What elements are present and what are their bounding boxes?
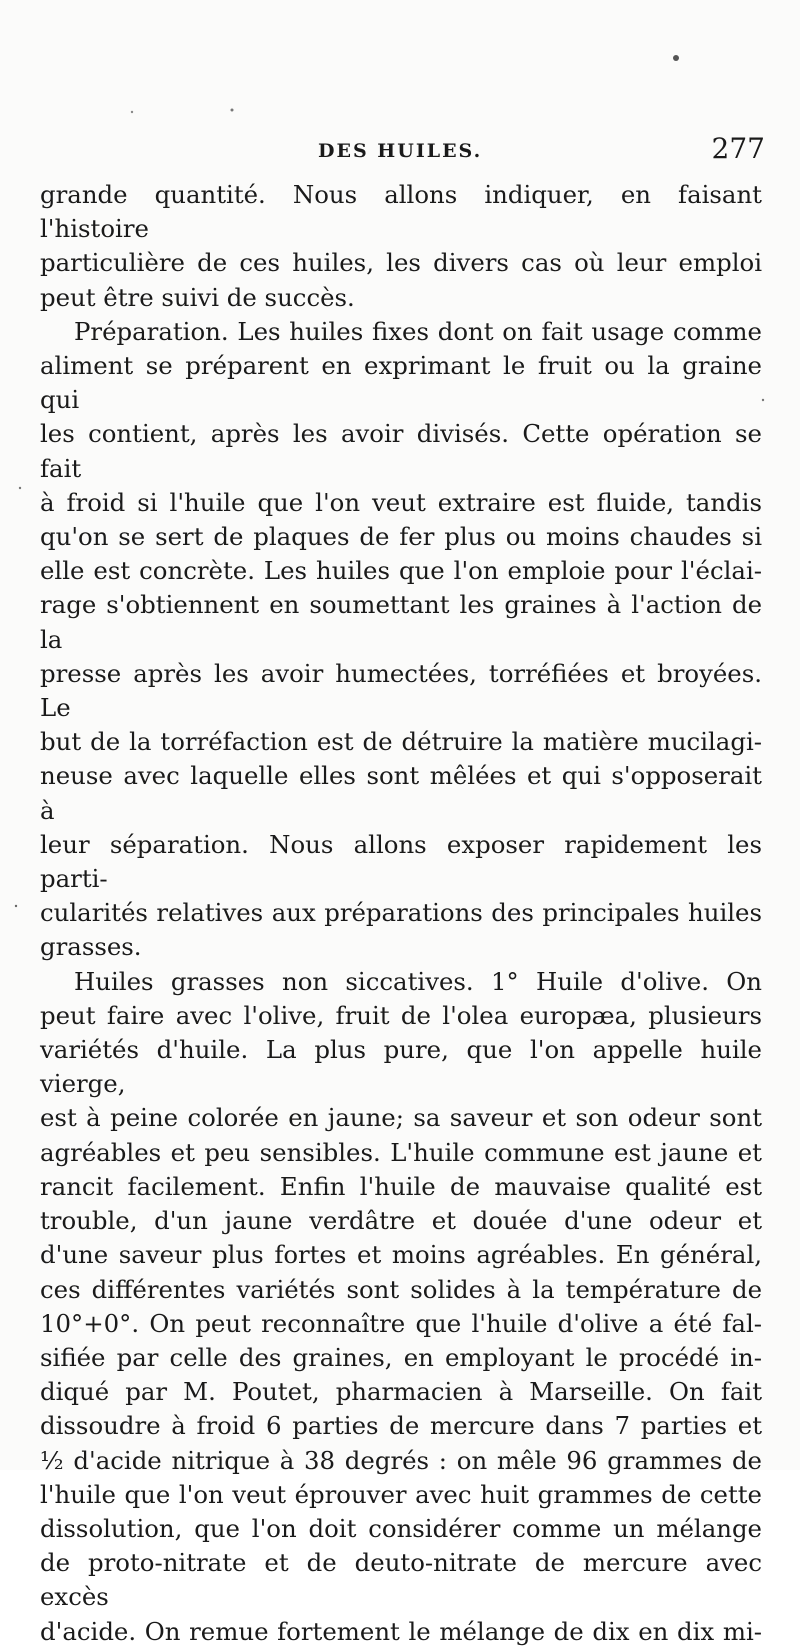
text-line: 10°+0°. On peut reconnaître que l'huile d'olive a été fal- <box>40 1308 762 1338</box>
text-line: but de la torréfaction est de détruire la matière mucilagi- <box>40 727 762 757</box>
text-line: dissoudre à froid 6 parties de mercure dans 7 parties et <box>40 1411 762 1441</box>
text-line: diqué par M. Poutet, pharmacien à Marseille. On fait <box>40 1377 762 1407</box>
page-header <box>40 132 765 172</box>
text-line: aliment se préparent en exprimant le fruit ou la graine qui <box>40 351 762 415</box>
text-line: particulière de ces huiles, les divers cas où leur emploi <box>40 248 762 278</box>
text-line: à froid si l'huile que l'on veut extraire est fluide, tandis <box>40 487 762 517</box>
text-line: est à peine colorée en jaune; sa saveur et son odeur sont <box>40 1103 762 1133</box>
text-line: d'une saveur plus fortes et moins agréables. En général, <box>40 1240 762 1270</box>
text-line: sifiée par celle des graines, en employant le procédé in- <box>40 1342 762 1372</box>
text-line: qu'on se sert de plaques de fer plus ou moins chaudes si <box>40 522 762 552</box>
text-line: grande quantité. Nous allons indiquer, en faisant l'histoire <box>40 180 762 244</box>
text-line: elle est concrète. Les huiles que l'on emploie pour l'éclai- <box>40 556 762 586</box>
text-line: l'huile que l'on veut éprouver avec huit grammes de cette <box>40 1479 762 1509</box>
text-line: de proto-nitrate et de deuto-nitrate de mercure avec excès <box>40 1548 762 1612</box>
text-line: ½ d'acide nitrique à 38 degrés : on mêle 96 grammes de <box>40 1445 762 1475</box>
text-line: d'acide. On remue fortement le mélange de dix en dix mi- <box>40 1616 762 1646</box>
running-head: DES HUILES. <box>318 140 483 162</box>
text-line: leur séparation. Nous allons exposer rapidement les parti- <box>40 829 762 894</box>
text-line: variétés d'huile. La plus pure, que l'on appelle huile vierge, <box>40 1035 762 1099</box>
text-line: ces différentes variétés sont solides à la température de <box>40 1274 762 1304</box>
text-line: peut être suivi de succès. <box>40 282 355 312</box>
text-line: peut faire avec l'olive, fruit de l'olea europæa, plusieurs <box>40 1000 762 1030</box>
body-text <box>40 178 762 1649</box>
text-line: cularités relatives aux préparations des principales huiles <box>40 898 762 928</box>
text-line: presse après les avoir humectées, torréfiées et broyées. Le <box>40 658 762 723</box>
text-line: les contient, après les avoir divisés. Cette opération se fait <box>40 419 762 483</box>
page-number: 277 <box>711 132 765 165</box>
text-line: grasses. <box>40 932 142 962</box>
text-line: Huiles grasses non siccatives. 1° Huile d'olive. On <box>74 966 762 996</box>
text-line: rage s'obtiennent en soumettant les graines à l'action de la <box>40 590 762 654</box>
text-line: agréables et peu sensibles. L'huile commune est jaune et <box>40 1137 762 1167</box>
text-line: Préparation. Les huiles fixes dont on fait usage comme <box>74 316 762 346</box>
text-line: dissolution, que l'on doit considérer comme un mélange <box>40 1513 762 1543</box>
text-line: rancit facilement. Enfin l'huile de mauvaise qualité est <box>40 1171 762 1201</box>
text-line: neuse avec laquelle elles sont mêlées et qui s'opposerait à <box>40 761 762 825</box>
text-line: trouble, d'un jaune verdâtre et douée d'une odeur et <box>40 1206 762 1236</box>
